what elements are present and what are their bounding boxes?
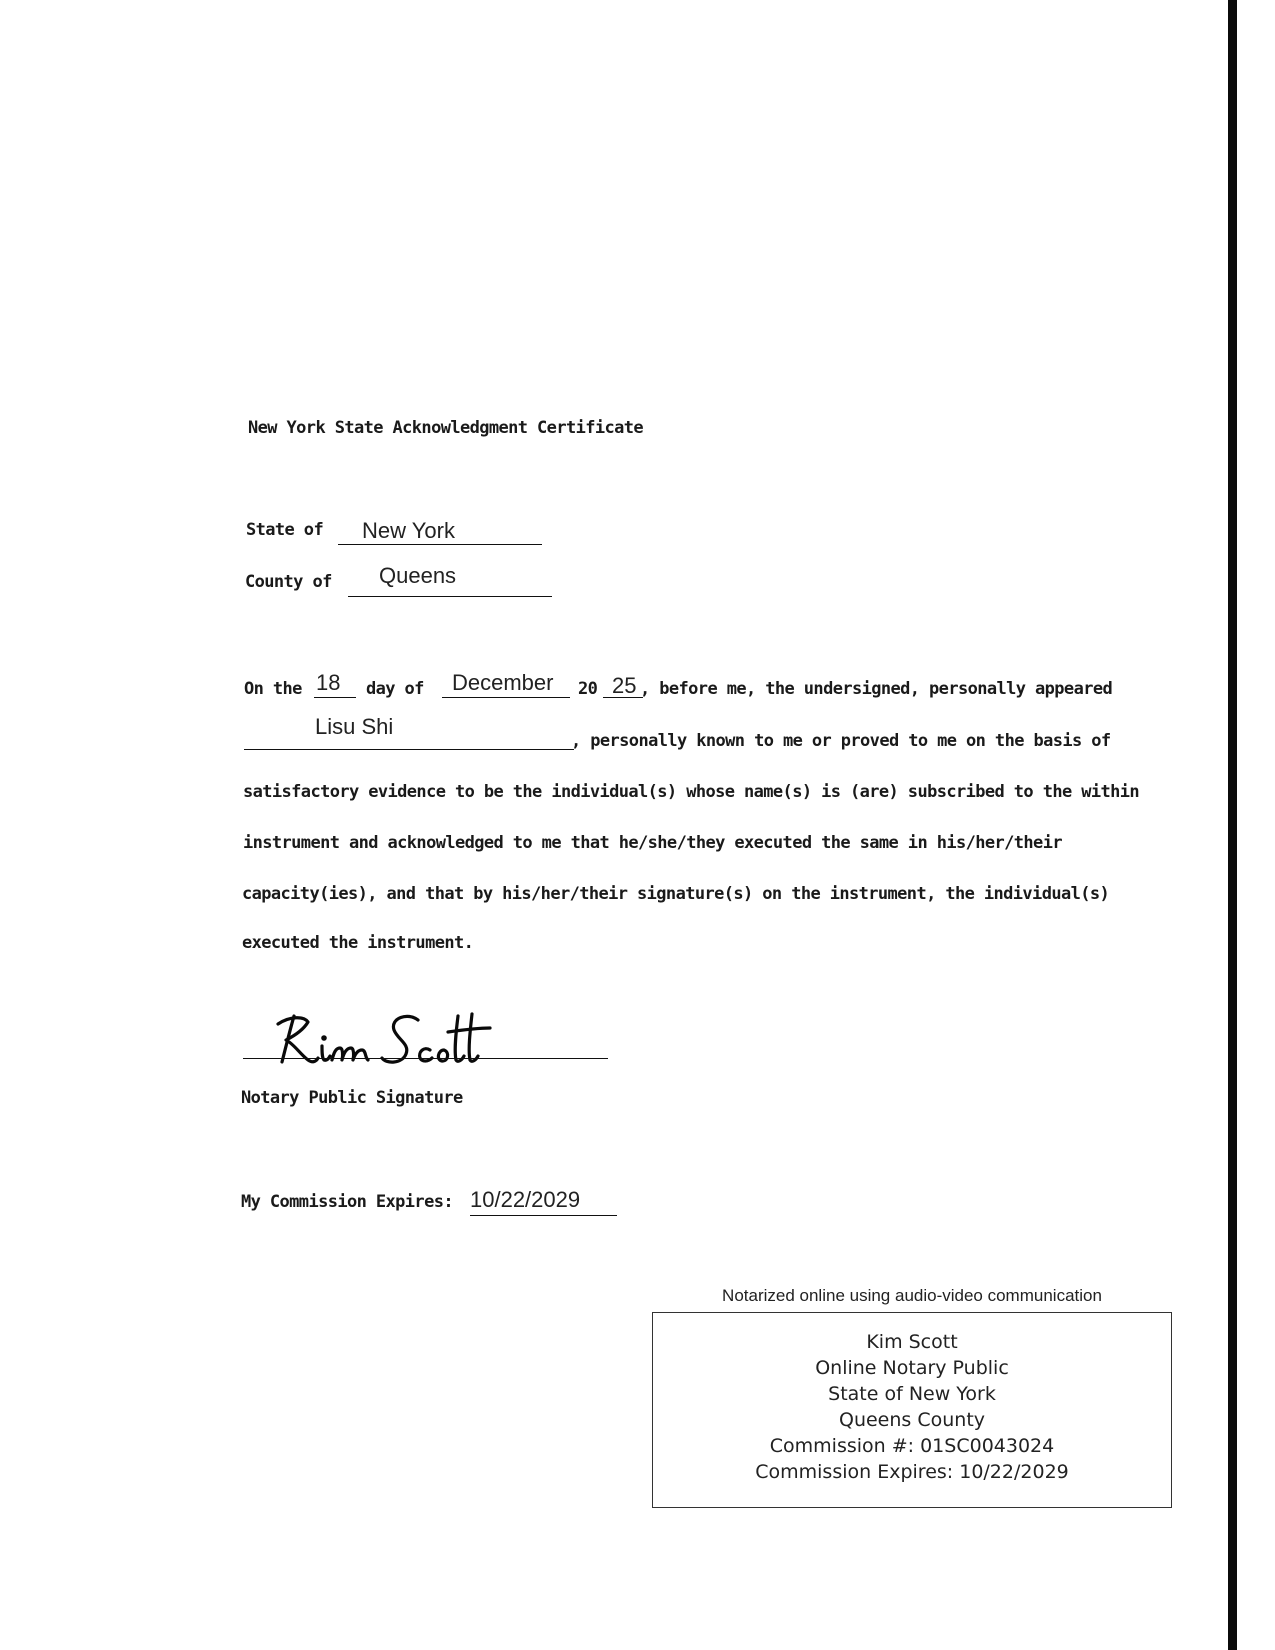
stamp-line: Kim Scott (866, 1331, 958, 1353)
commission-value: 10/22/2029 (470, 1187, 581, 1212)
para-line4: instrument and acknowledged to me that he/she/they executed the same in his/her/their (243, 833, 1062, 853)
county-label: County of (245, 572, 332, 592)
month-underline (442, 697, 570, 698)
stamp-line: Commission Expires: 10/22/2029 (755, 1461, 1069, 1483)
signature-label: Notary Public Signature (241, 1088, 463, 1108)
person-value: Lisu Shi (315, 714, 394, 739)
para-line2: , personally known to me or proved to me on the basis of (571, 731, 1111, 751)
stamp-line: State of New York (828, 1383, 996, 1405)
month-value: December (452, 670, 554, 695)
para-line3: satisfactory evidence to be the individual(s) whose name(s) is (are) subscribed to the within (243, 782, 1140, 802)
year-value: 25 (612, 673, 637, 698)
year-prefix: 20 (578, 679, 598, 699)
day-value: 18 (316, 670, 341, 695)
notary-signature-image (272, 1010, 502, 1072)
person-underline (244, 749, 574, 750)
stamp-line: Online Notary Public (815, 1357, 1009, 1379)
state-underline (338, 544, 542, 545)
para-before-me: , before me, the undersigned, personally appeared (640, 679, 1113, 699)
state-value: New York (362, 518, 455, 543)
certificate-title: New York State Acknowledgment Certificate (248, 418, 644, 438)
para-line5: capacity(ies), and that by his/her/their signature(s) on the instrument, the individual(s) (242, 884, 1110, 904)
commission-underline (470, 1215, 617, 1216)
commission-label: My Commission Expires: (241, 1192, 453, 1212)
scan-edge-bar (1228, 0, 1237, 1650)
stamp-line: Commission #: 01SC0043024 (769, 1435, 1055, 1457)
state-label: State of (246, 520, 324, 540)
notary-stamp-box (652, 1312, 1172, 1508)
day-underline (314, 697, 356, 698)
para-on-the: On the (244, 679, 302, 699)
stamp-line: Queens County (838, 1409, 986, 1431)
para-day-of: day of (366, 679, 424, 699)
county-value: Queens (379, 563, 457, 588)
county-underline (348, 596, 552, 597)
signature-underline (243, 1058, 608, 1059)
stamp-caption: Notarized online using audio-video communication (722, 1286, 1102, 1305)
year-underline (603, 697, 643, 698)
para-line6: executed the instrument. (242, 933, 474, 953)
